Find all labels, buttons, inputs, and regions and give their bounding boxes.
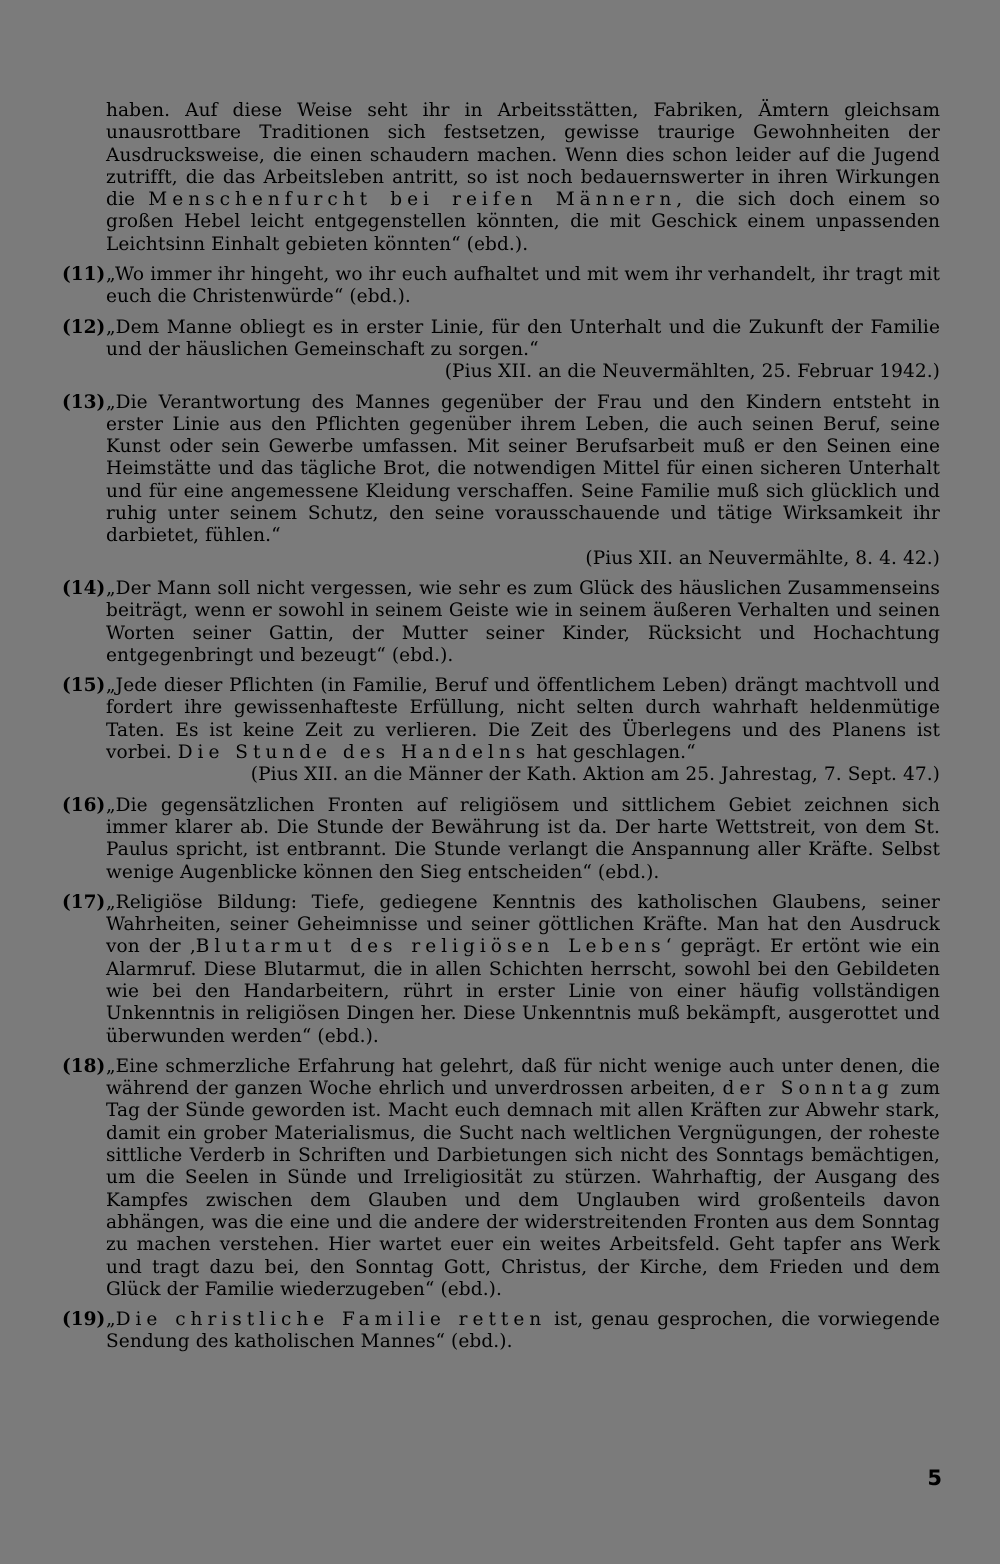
quote-text-part: „Eine schmerzliche Erfahrung hat gelehrt, daß für nicht wenige auch unter denen, die während der ganzen Woche ehrlich und unverdrossen arbeiten, — [106, 1055, 940, 1100]
item-number: (16) — [62, 794, 106, 816]
item-number: (18) — [62, 1055, 106, 1077]
quote-source: (Pius XII. an die Neuvermählten, 25. Februar 1942.) — [444, 361, 940, 383]
quote-text-part: hat geschlagen.“ — [530, 742, 696, 764]
page-number: 5 — [927, 1466, 942, 1490]
quote-text: „Der Mann soll nicht vergessen, wie sehr es zum Glück des häuslichen Zusammenseins beiträgt, wenn er sowohl in seinem Geiste wie in seinem äußeren Verhalten und seinen Worten seiner Gattin, der Mutter seiner Kinder, Rücksicht und Hochachtung entgegenbringt und bezeugt“ (ebd.). — [106, 577, 940, 666]
quote-text-part: zum Tag der Sünde geworden ist. Macht euch demnach mit allen Kräften zur Abwehr stark, damit ein grober Materialismus, die Sucht nach weltlichen Vergnügungen, der roheste sittliche Verderb in Schriften und Darbietungen sich nicht des Sonntags bemächtigen, um die Seelen in Sünde und Irreligiosität zu stürzen. Wahrhaftig, der Ausgang des Kampfes zwischen dem Glauben und dem Unglauben wird großenteils davon abhängen, was die eine und die andere der widerstreitenden Fronten aus dem Sonntag zu machen verstehen. Hier wartet euer ein weites Arbeitsfeld. Geht tapfer ans Werk und tragt dazu bei, den Sonntag Gott, Christus, der Kirche, dem Frieden und dem Glück der Familie wiederzugeben“ (ebd.). — [106, 1078, 940, 1300]
emphasized-text: der Sonntag — [722, 1078, 894, 1100]
quote-text-part: „Religiöse Bildung: Tiefe, gediegene Kenntnis des katholischen Glaubens, seiner Wahrheiten, seiner Geheimnisse und seiner göttlichen Kräfte. Man hat den Ausdruck von der ‚ — [106, 891, 940, 958]
paragraph-text: haben. Auf diese Weise seht ihr in Arbeitsstätten, Fabriken, Ämtern gleichsam unausrottbare Traditionen sich festsetzen, gewisse traurige Gewohnheiten der Ausdrucksweise, die einen schaudern machen. Wenn dies schon leider auf die Jugend zutrifft, die das Arbeitsleben antritt, so ist noch bedauernswerter in ihren Wirkungen die — [106, 100, 940, 211]
quote-text: „Dem Manne obliegt es in erster Linie, für den Unterhalt und die Zukunft der Familie und der häuslichen Gemeinschaft zu sorgen.“ — [106, 316, 940, 360]
quote-source: (Pius XII. an die Männer der Kath. Aktion am 25. Jahrestag, 7. Sept. 47.) — [250, 764, 940, 786]
body-text — [62, 100, 940, 1354]
quote-text-part: „Jede dieser Pflichten (in Familie, Beruf und öffentlichem Leben) drängt machtvoll und fordert ihre gewissenhafteste Erfüllung, nicht selten durch wahrhaft heldenmütige Taten. Es ist keine Zeit zu verlieren. Die Zeit des Überlegens und des Planens ist vorbei. — [106, 675, 940, 764]
list-item-11 — [62, 264, 940, 309]
list-item-12 — [62, 317, 940, 384]
item-number: (13) — [62, 391, 106, 413]
quote-text — [106, 1056, 940, 1301]
list-item-15 — [62, 675, 940, 786]
item-number: (11) — [62, 264, 106, 286]
quote-text — [106, 1309, 940, 1354]
item-number: (19) — [62, 1309, 106, 1331]
emphasized-text: Menschenfurcht bei reifen Männern — [148, 189, 677, 211]
quote-text — [106, 675, 940, 764]
list-item-13 — [62, 392, 940, 570]
continued-paragraph — [62, 100, 940, 256]
paragraph-text: , die sich doch einem so großen Hebel leicht entgegenstellen könnten, die mit Geschick einem unpassenden Leichtsinn Einhalt gebieten könnten“ (ebd.). — [106, 189, 940, 255]
quote-text: „Wo immer ihr hingeht, wo ihr euch aufhaltet und mit wem ihr verhandelt, ihr tragt mit euch die Christenwürde“ (ebd.). — [106, 264, 940, 308]
list-item-16 — [62, 795, 940, 884]
quote-text-part: ist, genau gesprochen, die vorwiegende Sendung des katholischen Mannes“ (ebd.). — [106, 1309, 940, 1353]
item-number: (15) — [62, 675, 106, 697]
emphasized-text: Blutarmut des religiösen Lebens — [195, 936, 666, 958]
item-number: (12) — [62, 316, 106, 338]
quote-text-part: ‘ geprägt. Er ertönt wie ein Alarmruf. Diese Blutarmut, die in allen Schichten herrscht, sowohl bei den Gebildeten wie bei den Handarbeitern, rührt in erster Linie von einer häufig vollständigen Unkenntnis in religiösen Dingen her. Diese Unkenntnis muß bekämpft, ausgerottet und überwunden werden“ (ebd.). — [106, 936, 940, 1047]
quote-text — [106, 892, 940, 1048]
item-number: (14) — [62, 577, 106, 599]
item-number: (17) — [62, 891, 106, 913]
quote-text: „Die gegensätzlichen Fronten auf religiösem und sittlichem Gebiet zeichnen sich immer klarer ab. Die Stunde der Bewährung ist da. Der harte Wettstreit, von dem St. Paulus spricht, ist entbrannt. Die Stunde verlangt die Anspannung aller Kräfte. Selbst wenige Augenblicke können den Sieg entscheiden“ (ebd.). — [106, 794, 940, 883]
emphasized-text: Die christliche Familie retten — [115, 1309, 547, 1331]
list-item-14 — [62, 578, 940, 667]
quote-source: (Pius XII. an Neuvermählte, 8. 4. 42.) — [585, 547, 940, 569]
list-item-19 — [62, 1309, 940, 1354]
quote-text: „Die Verantwortung des Mannes gegenüber der Frau und den Kindern entsteht in erster Linie aus den Pflichten gegenüber ihrem Leben, die auch seinen Beruf, seine Kunst oder sein Gewerbe umfassen. Mit seiner Berufsarbeit muß er den Seinen eine Heimstätte und das tägliche Brot, die notwendigen Mittel für einen sicheren Unterhalt und für eine angemessene Kleidung verschaffen. Seine Familie muß sich glücklich und ruhig unter seinem Schutz, den seine vorausschauende und tätige Wirksamkeit ihr darbietet, fühlen.“ — [106, 391, 940, 547]
emphasized-text: Die Stunde des Handelns — [177, 742, 531, 764]
quote-text-part: „ — [106, 1309, 116, 1331]
list-item-18 — [62, 1056, 940, 1301]
list-item-17 — [62, 892, 940, 1048]
